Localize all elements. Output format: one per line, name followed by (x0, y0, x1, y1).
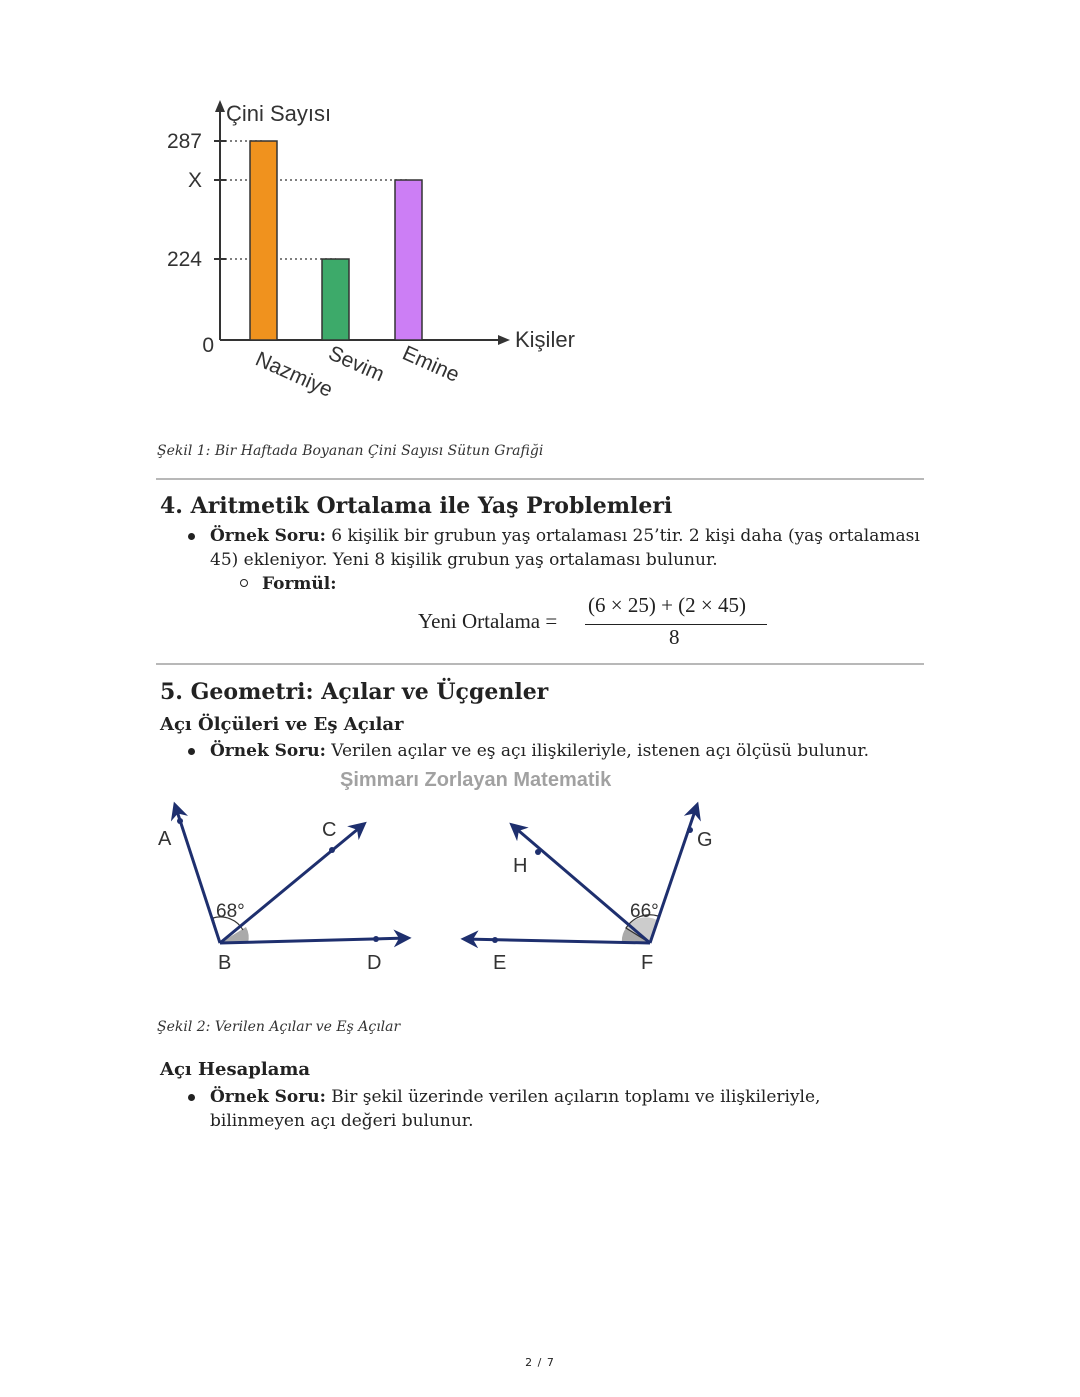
angle-66: 66° (630, 901, 659, 922)
angle-68: 68° (216, 901, 245, 922)
section5-example2 (210, 1085, 920, 1133)
subheading-calculation: Açı Hesaplama (160, 1059, 311, 1080)
example-label: Örnek Soru: (210, 526, 326, 546)
ray-BC (220, 824, 364, 943)
bar-nazmiye (250, 141, 277, 340)
example2-label: Örnek Soru: (210, 1087, 326, 1107)
figure2-caption: Şekil 2: Verilen Açılar ve Eş Açılar (157, 1019, 401, 1035)
section5-heading: 5. Geometri: Açılar ve Üçgenler (160, 679, 549, 705)
x-axis-arrow (498, 335, 510, 345)
label-E: E (493, 952, 507, 974)
formula-denominator: 8 (669, 625, 680, 649)
ytick-287: 287 (166, 130, 202, 153)
category-nazmiye: Nazmiye (251, 347, 336, 402)
example1-label: Örnek Soru: (210, 741, 326, 761)
subheading-angles: Açı Ölçüleri ve Eş Açılar (160, 714, 404, 735)
figure1-caption: Şekil 1: Bir Haftada Boyanan Çini Sayısı Sütun Grafiği (157, 443, 544, 459)
y-axis-arrow (215, 100, 225, 112)
formula-lhs: Yeni Ortalama = (418, 609, 558, 633)
page-number: 2 / 7 (525, 1356, 555, 1369)
ray-FH (512, 825, 650, 943)
label-F: F (641, 952, 654, 974)
angles-figure (150, 768, 730, 978)
ytick-x: X (187, 169, 202, 192)
label-C: C (322, 819, 337, 841)
ytick-224: 224 (166, 248, 202, 271)
bar-sevim (322, 259, 349, 340)
divider-2 (156, 663, 924, 665)
ray-BA (175, 805, 220, 943)
section5-example1 (210, 739, 920, 763)
formula-numerator: (6 × 25) + (2 × 45) (588, 593, 747, 617)
example-text: 6 kişilik bir grubun yaş ortalaması 25’tir. 2 kişi daha (yaş ortalaması 45) ekleniyor. Yeni 8 kişilik grubun yaş ortalaması bulunur. (210, 526, 920, 570)
label-H: H (513, 855, 528, 877)
section4-example (210, 524, 920, 572)
divider-1 (156, 478, 924, 480)
formula-label: Formül: (262, 574, 337, 594)
y-axis-label: Çini Sayısı (226, 101, 332, 126)
example1-text: Verilen açılar ve eş açı ilişkileriyle, istenen açı ölçüsü bulunur. (325, 741, 870, 761)
x-axis-label: Kişiler (515, 327, 575, 352)
label-B: B (218, 952, 232, 974)
ray-FG (650, 805, 697, 943)
formula-item (262, 572, 562, 596)
example2-text: Bir şekil üzerinde verilen açıların toplamı ve ilişkileriyle, bilinmeyen açı değeri bulunur. (210, 1087, 821, 1131)
category-sevim: Sevim (324, 341, 388, 387)
section4-heading: 4. Aritmetik Ortalama ile Yaş Problemleri (160, 493, 673, 519)
watermark: Şimmarı Zorlayan Matematik (340, 769, 612, 791)
bar-chart (150, 88, 590, 418)
ytick-0: 0 (202, 334, 214, 357)
bar-emine (395, 180, 422, 340)
label-A: A (158, 828, 172, 850)
label-D: D (367, 952, 382, 974)
category-emine: Emine (398, 341, 463, 387)
label-G: G (697, 829, 713, 851)
